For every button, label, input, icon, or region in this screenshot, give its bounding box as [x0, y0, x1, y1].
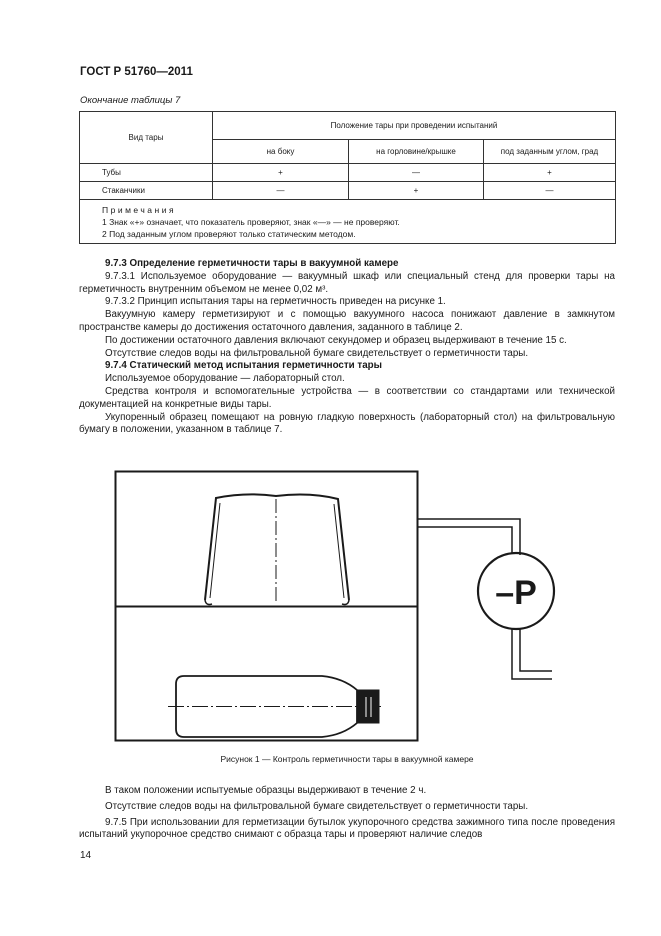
- after-figure-text: [79, 785, 615, 842]
- row-name: Тубы: [80, 164, 213, 182]
- cell: —: [349, 164, 484, 182]
- col-header: под заданным углом, град: [484, 140, 616, 164]
- col-header: на боку: [213, 140, 349, 164]
- paragraph: 9.7.3.1 Используемое оборудование — вакуумный шкаф или специальный стенд для проверки тары на герметичность внутренним объемом не менее 0,02 м³.: [79, 270, 615, 295]
- cup-inner-wall: [334, 504, 344, 598]
- paragraph: Вакуумную камеру герметизируют и с помощью вакуумного насоса понижают давление в замкнутом пространстве камеры до достижения остаточного давления, заданного в таблице 2.: [79, 309, 615, 333]
- paragraph: Средства контроля и вспомогательные устройства — в соответствии со стандартами или технической документацией на конкретные виды тары.: [79, 385, 615, 410]
- paragraph: Отсутствие следов воды на фильтровальной бумаге свидетельствует о герметичности тары.: [105, 347, 529, 359]
- col-header: на горловине/крышке: [349, 140, 484, 164]
- paragraph: 9.7.5 При использовании для герметизации бутылок укупорочного средства зажимного типа после проведения испытаний укупорочное средство снимают с образца тары и проверяют наличие следов: [79, 816, 615, 841]
- cell: +: [213, 164, 349, 182]
- table-caption: Окончание таблицы 7: [80, 95, 181, 106]
- col-group-header: Положение тары при проведении испытаний: [213, 112, 616, 140]
- cup-inner-wall: [210, 503, 220, 598]
- paragraph: В таком положении испытуемые образцы выдерживают в течение 2 ч.: [105, 785, 427, 796]
- bottle-cap: [357, 690, 379, 723]
- pipe-line-inner: [417, 527, 512, 553]
- cell: —: [484, 182, 616, 200]
- cup-rim-left: [205, 600, 212, 605]
- figure-caption: Рисунок 1 — Контроль герметичности тары в вакуумной камере: [220, 754, 474, 764]
- pipe-line-inner: [520, 628, 552, 671]
- pipe-line-outer: [417, 519, 520, 555]
- paragraph: По достижении остаточного давления включают секундомер и образец выдерживают в течение 15 с.: [105, 334, 567, 346]
- row-name: Стаканчики: [80, 182, 213, 200]
- cell: +: [349, 182, 484, 200]
- cup-outline: [205, 494, 349, 600]
- paragraph: 9.7.3.2 Принцип испытания тары на герметичность приведен на рисунке 1.: [105, 296, 446, 308]
- paragraph: Укупоренный образец помещают на ровную гладкую поверхность (лабораторный стол) на фильтровальную бумагу в положении, указанном в таблице 7.: [79, 411, 615, 436]
- note-1: 1 Знак «+» означает, что показатель проверяют, знак «—» — не проверяют.: [102, 217, 400, 227]
- section-title: 9.7.3 Определение герметичности тары в вакуумной камере: [105, 258, 399, 269]
- document-header: ГОСТ Р 51760—2011: [80, 66, 193, 78]
- pump-label: –P: [495, 574, 537, 612]
- paragraph: Используемое оборудование — лабораторный стол.: [105, 373, 345, 385]
- paragraph: Отсутствие следов воды на фильтровальной бумаге свидетельствует о герметичности тары.: [105, 800, 529, 812]
- page-number: 14: [80, 850, 92, 861]
- note-2: 2 Под заданным углом проверяют только статическим методом.: [102, 229, 356, 239]
- row-header: Вид тары: [80, 112, 213, 164]
- cell: —: [213, 182, 349, 200]
- section-title: 9.7.4 Статический метод испытания герметичности тары: [105, 360, 383, 372]
- notes-title: Примечания: [102, 205, 177, 215]
- cup-rim-right: [342, 600, 349, 605]
- cell: +: [484, 164, 616, 182]
